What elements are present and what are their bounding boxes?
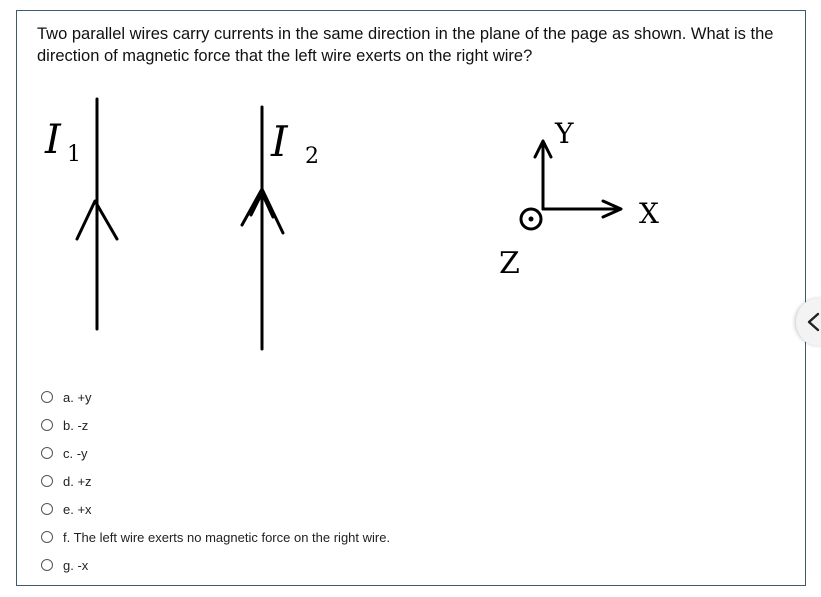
x-axis-label: X — [639, 197, 659, 230]
option-label: f. The left wire exerts no magnetic force on the right wire. — [63, 529, 391, 545]
option-d[interactable] — [41, 467, 390, 495]
option-g[interactable] — [41, 551, 390, 579]
radio-button[interactable] — [41, 559, 53, 571]
z-axis-label: Z — [499, 246, 520, 281]
question-card — [16, 10, 806, 586]
option-b[interactable] — [41, 411, 390, 439]
radio-button[interactable] — [41, 391, 53, 403]
option-c[interactable] — [41, 439, 390, 467]
option-e[interactable] — [41, 495, 390, 523]
y-axis-label: Y — [555, 117, 574, 150]
answer-options — [41, 383, 390, 579]
option-label: a. +y — [63, 389, 92, 405]
radio-button[interactable] — [41, 475, 53, 487]
wire-diagram — [17, 11, 807, 371]
option-label: b. -z — [63, 417, 89, 433]
chevron-left-icon — [804, 312, 821, 332]
left-wire-label: I — [45, 117, 61, 163]
radio-button[interactable] — [41, 531, 53, 543]
radio-button[interactable] — [41, 447, 53, 459]
option-label: g. -x — [63, 557, 89, 573]
option-label: c. -y — [63, 445, 88, 461]
radio-button[interactable] — [41, 419, 53, 431]
left-wire-subscript: 1 — [67, 142, 81, 167]
radio-button[interactable] — [41, 503, 53, 515]
question-text: Two parallel wires carry currents in the same direction in the plane of the page as shown. What is the direction of magnetic force that the left wire exerts on the right wire? — [37, 25, 774, 65]
option-label: e. +x — [63, 501, 92, 517]
option-a[interactable] — [41, 383, 390, 411]
right-wire-label: I — [271, 117, 288, 166]
option-f[interactable] — [41, 523, 390, 551]
option-label: d. +z — [63, 473, 92, 489]
right-wire-subscript: 2 — [305, 144, 319, 169]
